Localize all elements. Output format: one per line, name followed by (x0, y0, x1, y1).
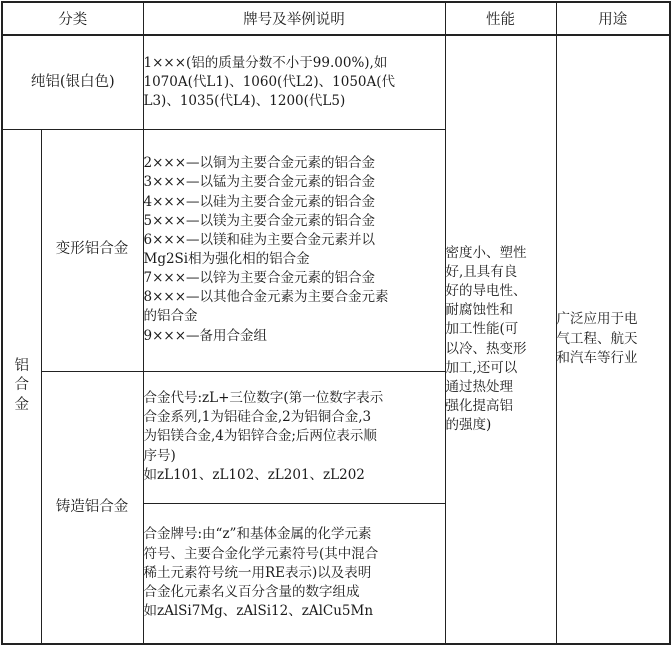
usage-line: 广泛应用于电 (556, 311, 638, 328)
desc-line: 稀土元素符号统一用RE表示)以及表明 (143, 564, 372, 581)
properties-line: 以冷、热变形 (445, 340, 527, 357)
desc-line: 8×××—以其他合金元素为主要合金元素 (143, 289, 389, 306)
pure-aluminum-row (2, 35, 670, 129)
desc-line: 3×××—以锰为主要合金元素的铝合金 (143, 174, 376, 191)
usage-line: 和汽车等行业 (556, 350, 638, 367)
alloy-label-char: 合 (14, 377, 29, 394)
properties-line: 耐腐蚀性和 (445, 302, 513, 319)
desc-line: 合金代号:zL+三位数字(第一位数字表示 (143, 390, 384, 407)
desc-line: Mg2Si相为强化相的铝合金 (143, 251, 310, 267)
desc-line: 如zAlSi7Mg、zAlSi12、zAlCu5Mn (143, 602, 374, 619)
properties-line: 好的导电性、 (445, 283, 527, 300)
properties-line: 好,且具有良 (445, 263, 518, 280)
header-grade: 牌号及举例说明 (143, 2, 445, 35)
desc-line: 5×××—以镁为主要合金元素的铝合金 (143, 212, 376, 229)
desc-line: L3)、1035(代L4)、1200(代L5) (143, 92, 346, 109)
desc-line: 序号) (143, 447, 176, 464)
pure-aluminum-desc (143, 35, 445, 129)
properties-line: 加工性能(可 (445, 321, 519, 338)
cast-alloy-grade-desc (143, 503, 445, 644)
usage-cell (556, 35, 670, 644)
header-properties: 性能 (445, 2, 556, 35)
desc-line: 4×××—以硅为主要合金元素的铝合金 (143, 193, 376, 210)
desc-line: 2×××—以铜为主要合金元素的铝合金 (143, 155, 376, 172)
properties-line: 密度小、塑性 (445, 244, 527, 261)
desc-line: 合金牌号:由“z”和基体金属的化学元素 (143, 526, 372, 543)
usage-line: 气工程、航天 (556, 330, 638, 347)
aluminum-classification-table (1, 1, 671, 645)
properties-line: 加工,还可以 (445, 359, 518, 376)
desc-line: 合金系列,1为铝硅合金,2为铝铜合金,3 (143, 409, 372, 426)
wrought-alloy-label: 变形铝合金 (41, 129, 143, 371)
aluminum-alloy-label (2, 129, 41, 644)
desc-line: 9×××—备用合金组 (143, 327, 268, 344)
desc-line: 符号、主要合金化学元素符号(其中混合 (143, 545, 379, 562)
header-usage: 用途 (556, 2, 670, 35)
pure-aluminum-label: 纯铝(银白色) (2, 35, 143, 129)
properties-line: 的强度) (445, 417, 492, 434)
desc-line: 合金化元素名义百分含量的数字组成 (143, 583, 360, 600)
desc-line: 1070A(代L1)、1060(代L2)、1050A(代 (143, 73, 396, 90)
cast-alloy-code-desc (143, 371, 445, 503)
properties-cell (445, 35, 556, 644)
alloy-label-char: 铝 (14, 357, 29, 374)
desc-line: 如zL101、zL102、zL201、zL202 (143, 466, 365, 483)
header-category: 分类 (2, 2, 143, 35)
properties-line: 强化提高铝 (445, 397, 513, 414)
header-row (2, 2, 670, 35)
desc-line: 1×××(铝的质量分数不小于99.00%),如 (143, 54, 388, 71)
alloy-label-char: 金 (14, 397, 29, 414)
desc-line: 为铝镁合金,4为铝锌合金;后两位表示顺 (143, 428, 377, 445)
desc-line: 7×××—以锌为主要合金元素的铝合金 (143, 270, 376, 287)
desc-line: 6×××—以镁和硅为主要合金元素并以 (143, 231, 376, 248)
desc-line: 的铝合金 (143, 308, 198, 325)
properties-line: 通过热处理 (445, 378, 513, 395)
wrought-alloy-desc (143, 129, 445, 371)
cast-alloy-label: 铸造铝合金 (41, 371, 143, 644)
